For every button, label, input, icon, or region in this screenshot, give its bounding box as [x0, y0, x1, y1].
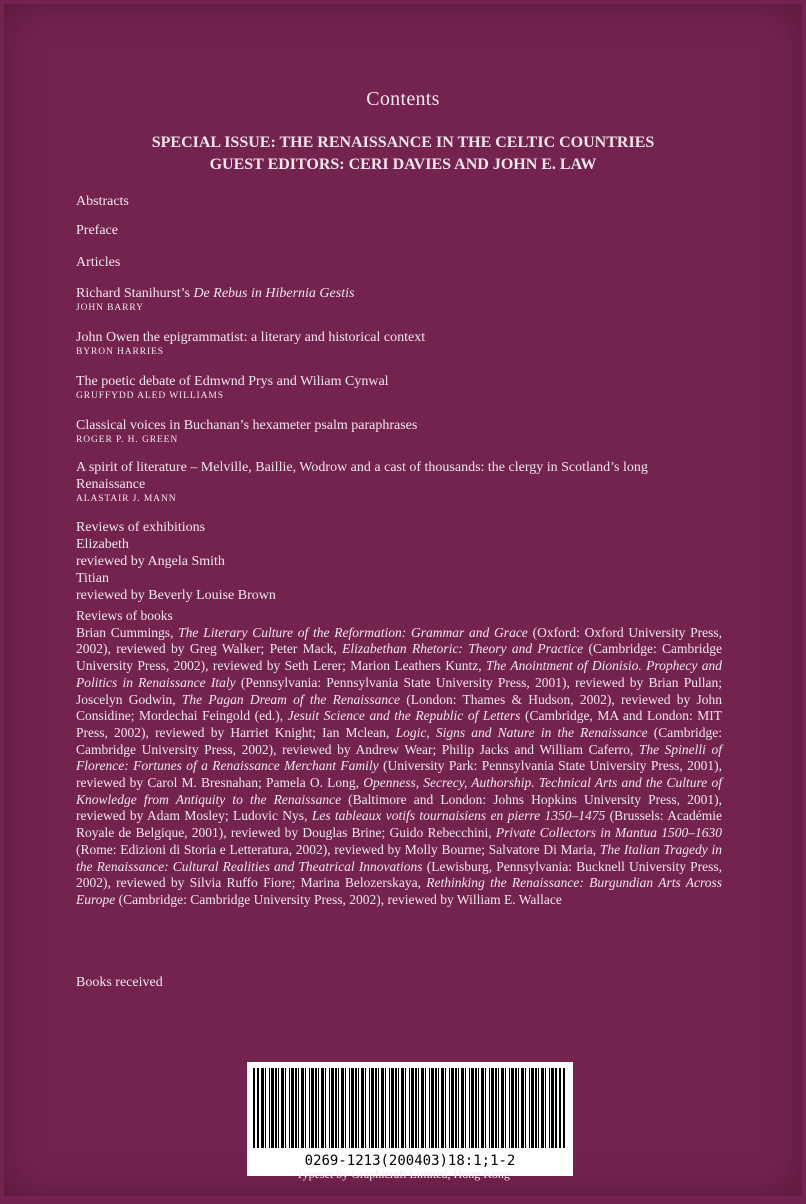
- exhibition-reviews: [76, 519, 722, 604]
- special-issue-title: SPECIAL ISSUE: THE RENAISSANCE IN THE CELTIC COUNTRIES: [151, 134, 655, 151]
- article-entry: [76, 459, 676, 506]
- book-reviews: [76, 608, 722, 909]
- article-title: A spirit of literature – Melville, Baillie, Wodrow and a cast of thousands: the clergy in Scotland’s long Renaissance: [76, 460, 648, 492]
- books-heading: Reviews of books: [76, 608, 173, 623]
- barcode-number: 0269-1213(200403)18:1;1-2: [304, 1153, 516, 1169]
- book-title: Private Collectors in Mantua 1500–1630: [495, 825, 722, 841]
- book-review-text: (Lewisburg, Pennsylvania: Bucknell University Press, 2002), reviewed by Silvia Ruffo Fiore; Marina Belozerskaya,: [76, 858, 722, 891]
- article-author: BYRON HARRIES: [76, 347, 164, 357]
- article-author: JOHN BARRY: [76, 303, 144, 313]
- exhibitions-heading: Reviews of exhibitions: [76, 520, 206, 535]
- book-title: The Literary Culture of the Reformation: Grammar and Grace: [178, 624, 528, 640]
- barcode-bars: [255, 1068, 563, 1148]
- book-review-text: (Baltimore and London: Johns Hopkins University Press, 2001), reviewed by Adam Mosley; Ludovic Nys,: [76, 791, 722, 824]
- article-entry: [76, 417, 722, 447]
- article-title: Classical voices in Buchanan’s hexameter psalm paraphrases: [76, 418, 418, 433]
- guest-editors: GUEST EDITORS: CERI DAVIES AND JOHN E. LAW: [209, 156, 597, 173]
- special-issue-heading: [4, 132, 802, 176]
- book-review-text: (Brussels: Académie Royale de Belgique, 2001), reviewed by Douglas Brine; Guido Rebecchini,: [76, 808, 722, 841]
- book-review-text: (Oxford: Oxford University Press, 2002), reviewed by Greg Walker; Peter Mack,: [76, 624, 722, 657]
- book-title: Logic, Signs and Nature in the Renaissance: [395, 724, 648, 740]
- contents-heading: Contents: [366, 88, 440, 110]
- article-title: Richard Stanihurst’s De Rebus in Hibernia Gestis: [76, 286, 355, 301]
- article-entry: [76, 373, 722, 403]
- book-review-text: Brian Cummings,: [76, 624, 179, 640]
- article-entry: [76, 329, 722, 359]
- book-title: Openness, Secrecy, Authorship. Technical Arts and the Culture of Knowledge from Antiquity to the Renaissance: [76, 775, 722, 807]
- exhibition-title: Titian: [76, 571, 109, 586]
- book-review-text: (Cambridge, MA and London: MIT Press, 2002), reviewed by Harriet Knight; Ian Mclean,: [76, 708, 722, 740]
- book-review-text: (Cambridge: Cambridge University Press, 2002), reviewed by Seth Lerer; Marion Leathers Kuntz,: [76, 641, 723, 674]
- book-review-text: (Pennsylvania: Pennsylvania State University Press, 2001), reviewed by Brian Pullan; Joscelyn Godwin,: [76, 674, 722, 707]
- article-entry: [76, 285, 722, 315]
- book-title: Rethinking the Renaissance: Burgundian Arts Across Europe: [76, 875, 722, 907]
- book-review-text: (London: Thames & Hudson, 2002), reviewed by John Considine; Mordechai Feingold (ed.),: [76, 691, 722, 724]
- article-title: John Owen the epigrammatist: a literary and historical context: [76, 330, 426, 345]
- exhibition-reviewer: reviewed by Beverly Louise Brown: [76, 588, 276, 603]
- article-author: GRUFFYDD ALED WILLIAMS: [76, 391, 224, 401]
- abstracts-entry: Abstracts: [76, 194, 129, 209]
- exhibition-title: Elizabeth: [76, 537, 129, 552]
- back-cover: [4, 4, 802, 1196]
- exhibition-reviewer: reviewed by Angela Smith: [76, 554, 225, 569]
- book-review-text: (Cambridge: Cambridge University Press, 2002), reviewed by Andrew Wear; Philip Jacks and William Caferro,: [76, 724, 723, 757]
- book-title: The Pagan Dream of the Renaissance: [181, 691, 401, 707]
- book-title: The Spinelli of Florence: Fortunes of a Renaissance Merchant Family: [76, 741, 722, 774]
- barcode: [247, 1062, 573, 1176]
- book-title: Les tableaux votifs tournaisiens en pierre 1350–1475: [311, 808, 606, 824]
- book-review-text: (University Park: Pennsylvania State University Press, 2001), reviewed by Carol M. Bresnahan; Pamela O. Long,: [76, 758, 722, 791]
- book-title: The Italian Tragedy in the Renaissance: Cultural Realities and Theatrical Innovations: [76, 841, 722, 874]
- articles-heading: Articles: [76, 255, 121, 270]
- book-review-text: (Rome: Edizioni di Storia e Letteratura, 2002), reviewed by Molly Bourne; Salvatore Di Maria,: [76, 841, 600, 857]
- preface-entry: Preface: [76, 223, 118, 238]
- book-title: The Anointment of Dionisio. Prophecy and Politics in Renaissance Italy: [76, 658, 722, 690]
- article-title: The poetic debate of Edmwnd Prys and Wiliam Cynwal: [76, 374, 389, 389]
- books-received: Books received: [76, 975, 163, 990]
- article-author: ROGER P. H. GREEN: [76, 435, 179, 445]
- article-author: ALASTAIR J. MANN: [76, 494, 177, 504]
- typeset-credit: Typeset by Graphicraft Limited, Hong Kong: [296, 1167, 510, 1181]
- book-review-text: (Cambridge: Cambridge University Press, 2002), reviewed by William E. Wallace: [115, 891, 562, 907]
- book-reviews-text: [76, 625, 722, 907]
- book-title: Jesuit Science and the Republic of Letters: [287, 708, 521, 724]
- book-title: Elizabethan Rhetoric: Theory and Practice: [342, 641, 584, 657]
